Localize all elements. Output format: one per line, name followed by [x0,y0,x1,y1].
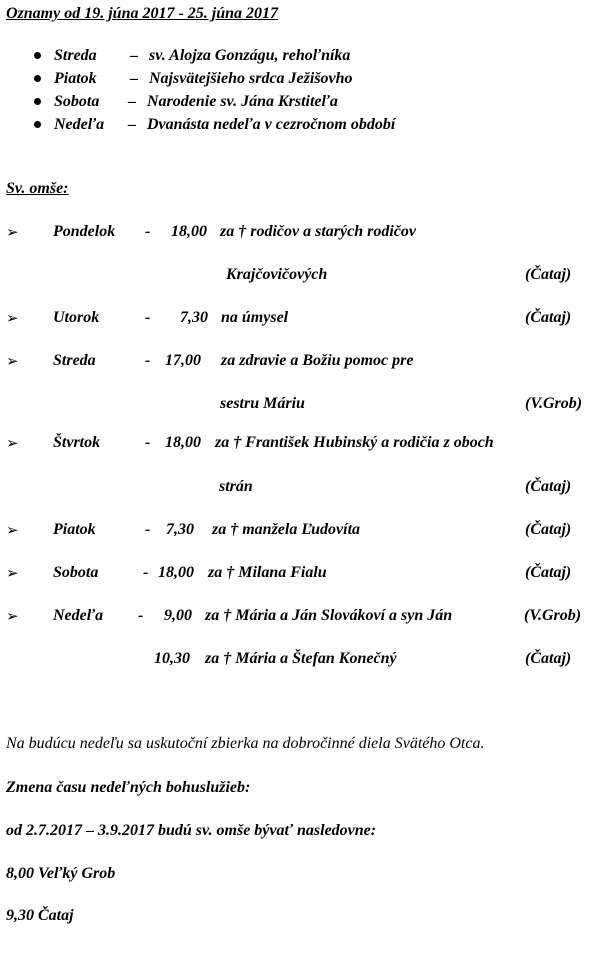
mass-dash: - [145,352,151,369]
mass-place: (Čataj) [525,309,572,326]
mass-place: (Čataj) [525,564,572,581]
mass-time: 7,30 [180,309,208,326]
change-time-item: 9,30 Čataj [6,907,74,924]
mass-dash: - [145,309,151,326]
arrow-bullet-icon: ➢ [6,434,19,452]
mass-day: Pondelok [53,223,116,240]
mass-day: Piatok [53,521,96,538]
mass-day: Nedeľa [53,607,104,624]
bullet-icon [34,98,41,105]
mass-text-cont: Krajčovičových [226,266,328,283]
arrow-bullet-icon: ➢ [6,223,19,241]
mass-day: Utorok [53,309,100,326]
masses-heading: Sv. omše: [6,180,69,197]
bullet-icon [34,75,41,82]
mass-time: 17,00 [165,352,201,369]
mass-text: za † Milana Fialu [208,564,327,581]
mass-place: (Čataj) [525,478,572,495]
bullet-icon [34,52,41,59]
mass-time: 18,00 [165,434,201,451]
mass-text: za † František Hubinský a rodičia z oboch [215,434,494,451]
mass-day: Streda [53,352,96,369]
mass-text: za zdravie a Božiu pomoc pre [221,352,414,369]
feast-text: Najsvätejšieho srdca Ježišovho [149,70,353,87]
arrow-bullet-icon: ➢ [6,352,19,370]
arrow-bullet-icon: ➢ [6,564,19,582]
feast-text: Narodenie sv. Jána Krstiteľa [147,93,338,110]
mass-text: za † rodičov a starých rodičov [220,223,416,240]
feast-day: Sobota [54,93,100,110]
feast-day: Nedeľa [54,116,105,133]
mass-place: (V.Grob) [524,607,582,624]
change-period: od 2.7.2017 – 3.9.2017 budú sv. omše bývať nasledovne: [6,822,377,839]
feast-day: Streda [54,47,97,64]
mass-dash: - [145,521,151,538]
mass-place: (Čataj) [525,650,572,667]
arrow-bullet-icon: ➢ [6,309,19,327]
collection-note: Na budúcu nedeľu sa uskutoční zbierka na dobročinné diela Svätého Otca. [6,735,485,752]
feast-dash: – [128,93,136,110]
mass-time: 18,00 [158,564,194,581]
mass-text-cont: strán [219,478,253,495]
feast-day: Piatok [54,70,97,87]
mass-time: 9,00 [164,607,192,624]
change-heading: Zmena času nedeľných bohuslužieb: [6,779,251,796]
mass-dash: - [143,564,149,581]
feast-dash: – [128,116,136,133]
mass-text-cont: sestru Máriu [220,395,305,412]
feast-dash: – [130,70,138,87]
mass-dash: - [145,223,151,240]
mass-place: (Čataj) [525,266,572,283]
mass-text: za † Mária a Štefan Konečný [205,650,397,667]
feast-text: sv. Alojza Gonzágu, rehoľníka [149,47,351,64]
mass-place: (V.Grob) [525,395,583,412]
feast-text: Dvanásta nedeľa v cezročnom období [147,116,396,133]
arrow-bullet-icon: ➢ [6,521,19,539]
change-time-item: 8,00 Veľký Grob [6,865,116,882]
mass-time: 7,30 [166,521,194,538]
mass-place: (Čataj) [525,521,572,538]
mass-dash: - [138,607,144,624]
mass-day: Štvrtok [53,434,101,451]
mass-dash: - [145,434,151,451]
page-title: Oznamy od 19. júna 2017 - 25. júna 2017 [6,5,279,22]
mass-text: za † manžela Ľudovíta [212,521,361,538]
mass-time: 10,30 [154,650,190,667]
mass-time: 18,00 [171,223,207,240]
bullet-icon [34,121,41,128]
arrow-bullet-icon: ➢ [6,607,19,625]
feast-dash: – [130,47,138,64]
mass-text: za † Mária a Ján Slovákoví a syn Ján [205,607,453,624]
mass-text: na úmysel [221,309,289,326]
mass-day: Sobota [53,564,99,581]
